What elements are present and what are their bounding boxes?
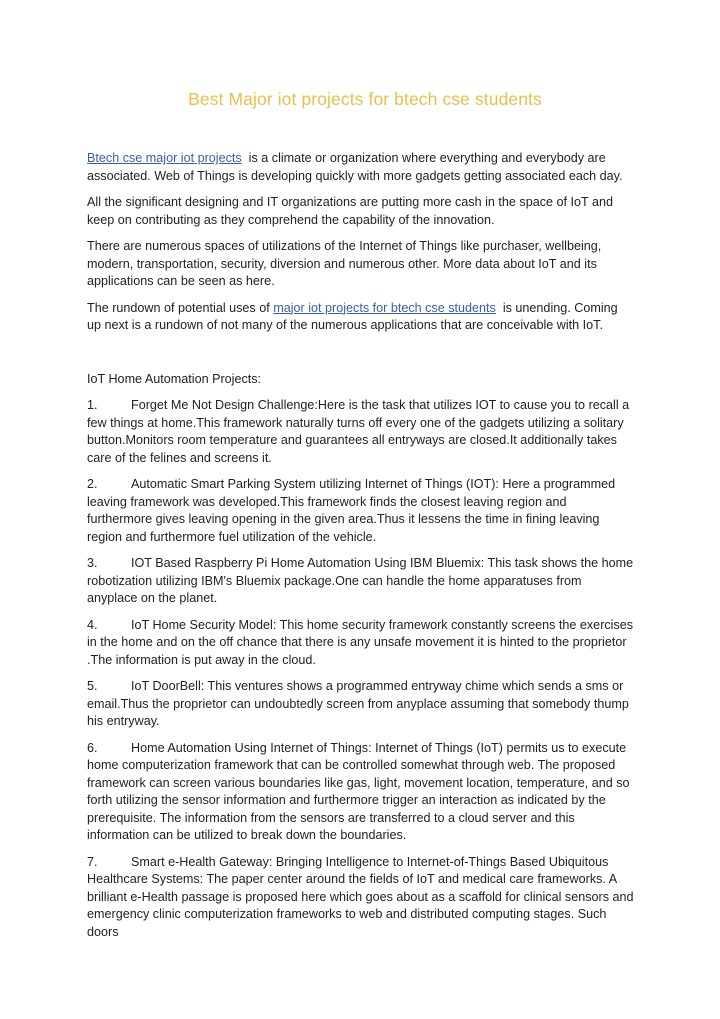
list-item-text: IOT Based Raspberry Pi Home Automation Using IBM Bluemix: This task shows the home robotization utilizing IBM's Bluemix package.One can handle the home apparatuses from anyplace on the planet.	[87, 556, 634, 605]
major-iot-projects-link[interactable]: major iot projects for btech cse students	[273, 300, 496, 315]
list-item	[87, 740, 635, 845]
list-item-text: Smart e-Health Gateway: Bringing Intelligence to Internet-of-Things Based Ubiquitous Healthcare Systems: The paper center around the fields of IoT and medical care frameworks. A brilliant e-Health passage is proposed here which goes about as a scaffold for clinical sensors and emergency clinic computerization frameworks to web and distributed computing stages. Such doors	[87, 854, 634, 939]
list-item	[87, 678, 635, 731]
list-item-number: 2.	[87, 477, 98, 491]
list-item-text: IoT DoorBell: This ventures shows a programmed entryway chime which sends a sms or email.Thus the proprietor can undoubtedly screen from anyplace assuming that somebody thump his entryway.	[87, 679, 629, 728]
list-item	[87, 617, 635, 670]
paragraph-companies: All the significant designing and IT organizations are putting more cash in the space of IoT and keep on contributing as they comprehend the capability of the innovation.	[87, 195, 613, 227]
list-item-text: Forget Me Not Design Challenge:Here is the task that utilizes IOT to cause you to recall a few things at home.This framework naturally turns off every one of the gadgets utilizing a solitary button.Monitors room temperature and guarantees all entryways are closed.It additionally takes care of the felines and screens it.	[87, 398, 630, 465]
intro-paragraph	[87, 150, 635, 185]
list-item-text: Home Automation Using Internet of Things: Internet of Things (IoT) permits us to execute home computerization framework that can be controlled somewhat through web. The proposed framework can screen various boundaries like gas, light, movement location, temperature, and so forth utilizing the sensor information and furthermore trigger an interaction as indicated by the prerequisite. The information from the sensors are transferred to a cloud server and this information can be utilized to break down the boundaries.	[87, 740, 630, 842]
btech-cse-major-iot-projects-link[interactable]: Btech cse major iot projects	[87, 151, 242, 165]
list-item-number: 1.	[87, 398, 98, 412]
intro-text: is a climate or organization where everything and everybody are associated. Web of Things is developing quickly with more gadgets getting associated each day.	[87, 151, 623, 183]
paragraph-rundown	[87, 300, 635, 335]
rundown-text-after: is unending. Coming up next is a rundown of not many of the numerous applications that are conceivable with IoT.	[87, 300, 622, 332]
rundown-text-before: The rundown of potential uses of	[87, 300, 274, 315]
list-item	[87, 476, 635, 546]
list-item-text: IoT Home Security Model: This home security framework constantly screens the exercises in the home and on the off chance that there is any unsafe movement it is hinted to the proprietor .The information is put away in the cloud.	[87, 617, 634, 667]
list-item-number: 7.	[87, 854, 98, 869]
document-body	[87, 150, 635, 950]
list-item-number: 3.	[87, 556, 98, 570]
document-title: Best Major iot projects for btech cse students	[188, 89, 542, 109]
list-item-number: 4.	[87, 617, 98, 632]
section-heading: IoT Home Automation Projects:	[87, 371, 262, 386]
list-item	[87, 397, 635, 467]
list-item-number: 5.	[87, 679, 98, 693]
list-item-text: Automatic Smart Parking System utilizing Internet of Things (IOT): Here a programmed leaving framework was developed.This framework finds the closest leaving region and furthermore gives leaving opening in the given area.Thus it lessens the time in fining leaving region and furthermore fuel utilization of the vehicle.	[87, 477, 616, 544]
list-item	[87, 854, 635, 942]
list-item	[87, 555, 635, 608]
list-item-number: 6.	[87, 740, 98, 755]
paragraph-applications: There are numerous spaces of utilizations of the Internet of Things like purchaser, wellbeing, modern, transportation, security, diversion and numerous other. More data about IoT and its applications can be seen as here.	[87, 239, 602, 288]
